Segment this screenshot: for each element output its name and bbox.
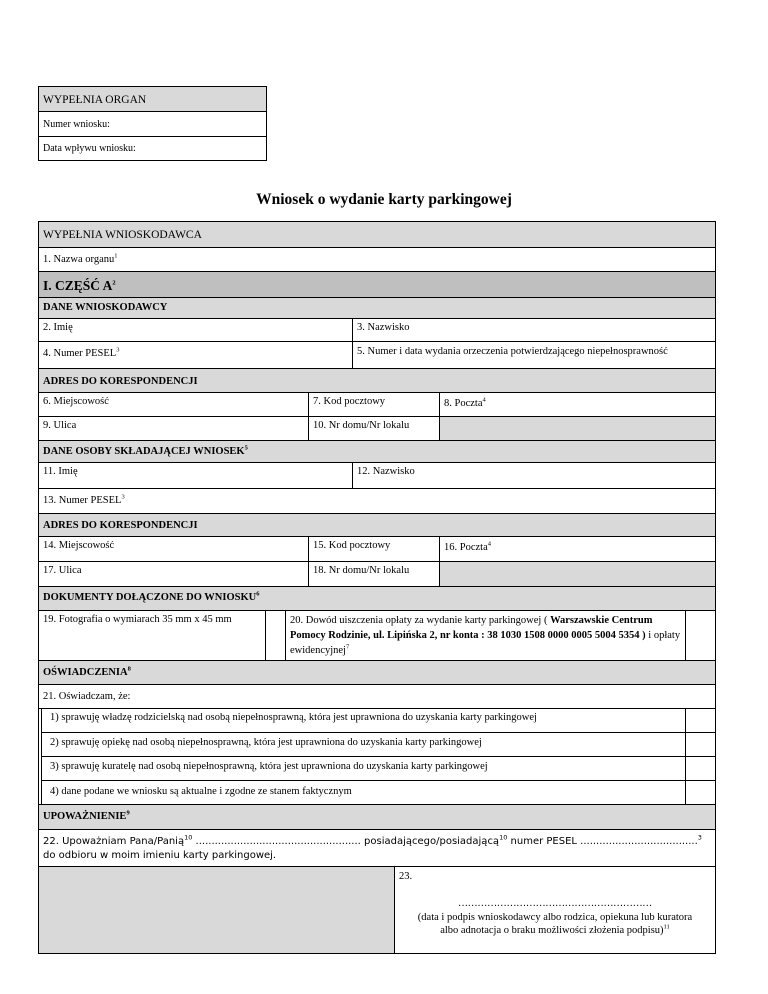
orzeczenie-label: 5. Numer i data wydania orzeczenia potwierdzającego niepełnosprawność <box>357 346 668 357</box>
upowaznienie-t4: do odbioru w moim imieniu karty parkingowej. <box>43 850 277 861</box>
fotografia-label: 19. Fotografia o wymiarach 35 mm x 45 mm <box>43 614 232 625</box>
osoba-kod-pocztowy-label: 15. Kod pocztowy <box>313 540 391 551</box>
dowod-oplaty-ewidencyjna: i opłaty ewidencyjnej <box>290 630 681 657</box>
signature-field[interactable] <box>394 866 716 954</box>
imie-label: 2. Imię <box>43 322 73 333</box>
orzeczenie-field[interactable] <box>352 341 716 369</box>
poczta-field[interactable] <box>439 392 716 417</box>
czesc-a-header <box>38 271 716 298</box>
upowaznienie-header-text: UPOWAŻNIENIE <box>43 811 127 822</box>
oswiadczam-label: 21. Oświadczam, że: <box>43 691 131 702</box>
osoba-imie-field[interactable] <box>38 462 353 489</box>
adres2-blank <box>439 561 716 587</box>
upowaznienie-header <box>38 804 716 830</box>
wnioskodawca-header <box>38 221 716 248</box>
osoba-poczta-label: 16. Poczta <box>444 542 488 553</box>
kod-pocztowy-label: 7. Kod pocztowy <box>313 396 386 407</box>
oswiadczenia-footnote: 8 <box>127 665 131 673</box>
numer-wniosku-field[interactable] <box>38 111 267 137</box>
oswiadczenia-header-text: OŚWIADCZENIA <box>43 667 128 678</box>
upowaznienie-s1: 10 <box>184 833 193 842</box>
osoba-ulica-field[interactable] <box>38 561 309 587</box>
signature-caption-2 <box>399 925 711 938</box>
upowaznienie-s2: 10 <box>499 833 508 842</box>
fotografia-field <box>38 610 266 661</box>
dokumenty-header <box>38 586 716 611</box>
miejscowosc-field[interactable] <box>38 392 309 417</box>
oswiadczenie-item-4 <box>41 780 686 805</box>
oswiadczenie-checkbox-1[interactable] <box>685 708 716 733</box>
oswiadczenie-item-3-text: 3) sprawuję kuratelę nad osobą niepełnosprawną, która jest uprawniona do uzyskania karty parkingowej <box>50 761 488 772</box>
kod-pocztowy-field[interactable] <box>308 392 440 417</box>
osoba-pesel-label: 13. Numer PESEL <box>43 495 122 506</box>
poczta-label: 8. Poczta <box>444 398 483 409</box>
data-wplywu-field[interactable] <box>38 136 267 161</box>
signature-caption-2-text: albo adnotacja o braku możliwości złożenia podpisu) <box>440 925 664 937</box>
upowaznienie-text <box>38 829 716 867</box>
nazwa-organu-field[interactable] <box>38 247 716 272</box>
osoba-kod-pocztowy-field[interactable] <box>308 536 440 562</box>
oswiadczenie-checkbox-3[interactable] <box>685 756 716 781</box>
oswiadczam-row <box>38 684 716 709</box>
dowod-oplaty-field <box>285 610 686 661</box>
oswiadczenie-item-4-text: 4) dane podane we wniosku są aktualne i zgodne ze stanem faktycznym <box>50 786 352 797</box>
dane-osoby-header-text: DANE OSOBY SKŁADAJĄCEJ WNIOSEK <box>43 446 245 457</box>
dokumenty-footnote: 6 <box>256 590 260 598</box>
nr-domu-label: 10. Nr domu/Nr lokalu <box>313 420 410 431</box>
czesc-a-footnote: 2 <box>112 279 116 287</box>
upowaznienie-t1: 22. Upoważniam Pana/Panią <box>43 836 185 847</box>
page-title: Wniosek o wydanie karty parkingowej <box>256 191 512 208</box>
adres1-header <box>38 368 716 393</box>
upowaznienie-t2: .................................................... posiadającego/posiadającą <box>192 836 500 847</box>
dane-osoby-header <box>38 440 716 463</box>
dowod-oplaty-text: 20. Dowód uiszczenia opłaty za wydanie karty parkingowej ( <box>290 615 551 626</box>
ulica-label: 9. Ulica <box>43 420 77 431</box>
dowod-oplaty-checkbox[interactable] <box>685 610 716 661</box>
numer-wniosku-label: Numer wniosku: <box>43 119 110 130</box>
signature-label: 23. <box>399 871 413 882</box>
signature-blank <box>38 866 395 954</box>
dowod-oplaty-footnote: 7 <box>345 643 350 651</box>
osoba-miejscowosc-label: 14. Miejscowość <box>43 540 115 551</box>
oswiadczenie-item-1 <box>41 708 686 733</box>
osoba-nazwisko-field[interactable] <box>352 462 716 489</box>
osoba-ulica-label: 17. Ulica <box>43 565 82 576</box>
signature-dots: …………………………………………………… <box>457 897 652 909</box>
signature-caption-1: (data i podpis wnioskodawcy albo rodzica, opiekuna lub kuratora <box>417 911 693 923</box>
upowaznienie-s3: 3 <box>697 833 702 842</box>
oswiadczenie-item-3 <box>41 756 686 781</box>
pesel-footnote: 3 <box>116 346 120 354</box>
nr-domu-field[interactable] <box>308 416 440 441</box>
nazwa-organu-label: 1. Nazwa organu <box>43 254 115 265</box>
nazwisko-field[interactable] <box>352 318 716 342</box>
nazwisko-label: 3. Nazwisko <box>357 322 410 333</box>
osoba-nr-domu-label: 18. Nr domu/Nr lokalu <box>313 565 410 576</box>
poczta-footnote: 4 <box>482 396 486 404</box>
osoba-nr-domu-field[interactable] <box>308 561 440 587</box>
miejscowosc-label: 6. Miejscowość <box>43 396 109 407</box>
dokumenty-header-text: DOKUMENTY DOŁĄCZONE DO WNIOSKU <box>43 592 257 603</box>
oswiadczenie-item-2-text: 2) sprawuję opiekę nad osobą niepełnosprawną, która jest uprawniona do uzyskania karty parkingowej <box>50 737 482 748</box>
oswiadczenie-checkbox-2[interactable] <box>685 732 716 757</box>
oswiadczenie-item-1-text: 1) sprawuję władzę rodzicielską nad osobą niepełnosprawną, która jest uprawniona do uzyskania karty parkingowej <box>50 712 537 723</box>
fotografia-checkbox[interactable] <box>265 610 286 661</box>
dane-osoby-footnote: 5 <box>244 444 248 452</box>
dane-wnioskodawcy-header <box>38 297 716 319</box>
osoba-pesel-footnote: 3 <box>121 493 125 501</box>
pesel-field[interactable] <box>38 341 353 369</box>
data-wplywu-label: Data wpływu wniosku: <box>43 143 136 154</box>
adres2-header-text: ADRES DO KORESPONDENCJI <box>43 520 198 531</box>
adres1-blank <box>439 416 716 441</box>
ulica-field[interactable] <box>38 416 309 441</box>
nazwa-organu-footnote: 1 <box>114 252 118 260</box>
signature-caption-footnote: 11 <box>663 923 670 931</box>
adres2-header <box>38 513 716 537</box>
organ-header <box>38 86 267 112</box>
imie-field[interactable] <box>38 318 353 342</box>
osoba-pesel-field[interactable] <box>38 488 716 514</box>
organ-header-text: WYPEŁNIA ORGAN <box>43 94 147 106</box>
oswiadczenie-checkbox-4[interactable] <box>685 780 716 805</box>
oswiadczenie-item-2 <box>41 732 686 757</box>
osoba-poczta-field[interactable] <box>439 536 716 562</box>
upowaznienie-t3: numer PESEL ..................................... <box>507 836 698 847</box>
dowod-oplaty-bank: Warszawskie Centrum Pomocy Rodzinie, ul. Lipińska 2, nr konta : 38 1030 1508 0000 0005 5004 5354 ) <box>290 615 653 642</box>
upowaznienie-footnote: 9 <box>126 809 130 817</box>
osoba-poczta-footnote: 4 <box>487 540 491 548</box>
oswiadczenia-header <box>38 660 716 685</box>
dane-wnioskodawcy-text: DANE WNIOSKODAWCY <box>43 302 168 313</box>
adres1-header-text: ADRES DO KORESPONDENCJI <box>43 376 198 387</box>
osoba-nazwisko-label: 12. Nazwisko <box>357 466 415 477</box>
wnioskodawca-header-text: WYPEŁNIA WNIOSKODAWCA <box>43 229 202 241</box>
czesc-a-label: I. CZĘŚĆ A <box>43 278 113 293</box>
pesel-label: 4. Numer PESEL <box>43 348 117 359</box>
osoba-miejscowosc-field[interactable] <box>38 536 309 562</box>
osoba-imie-label: 11. Imię <box>43 466 78 477</box>
